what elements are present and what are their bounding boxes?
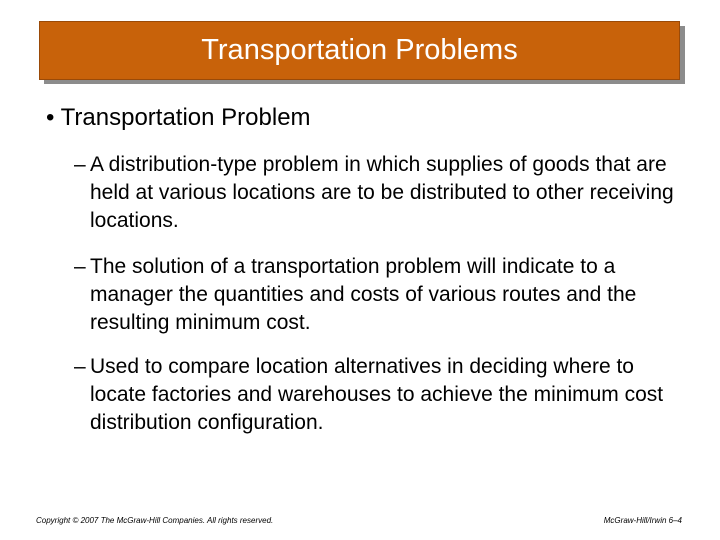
main-bullet — [46, 104, 311, 132]
bullet-marker: • — [46, 104, 55, 131]
copyright-footer: Copyright © 2007 The McGraw-Hill Companies. All rights reserved. — [36, 516, 274, 525]
slide-title: Transportation Problems — [201, 34, 518, 66]
main-bullet-text: Transportation Problem — [60, 104, 311, 131]
dash-marker: – — [74, 355, 86, 378]
subpoint-3 — [74, 353, 694, 437]
subpoint-text: Used to compare location alternatives in deciding where to locate factories and warehouses to achieve the minimum cost distribution configuration. — [90, 355, 664, 434]
subpoint-1 — [74, 151, 694, 235]
dash-marker: – — [74, 255, 86, 278]
subpoint-2 — [74, 253, 694, 337]
page-footer: McGraw-Hill/Irwin 6–4 — [603, 516, 682, 525]
subpoint-text: The solution of a transportation problem will indicate to a manager the quantities and costs of various routes and the resulting minimum cost. — [90, 255, 637, 334]
title-banner — [39, 21, 680, 80]
subpoint-text: A distribution-type problem in which supplies of goods that are held at various locations are to be distributed to other receiving locations. — [90, 153, 674, 232]
dash-marker: – — [74, 153, 86, 176]
